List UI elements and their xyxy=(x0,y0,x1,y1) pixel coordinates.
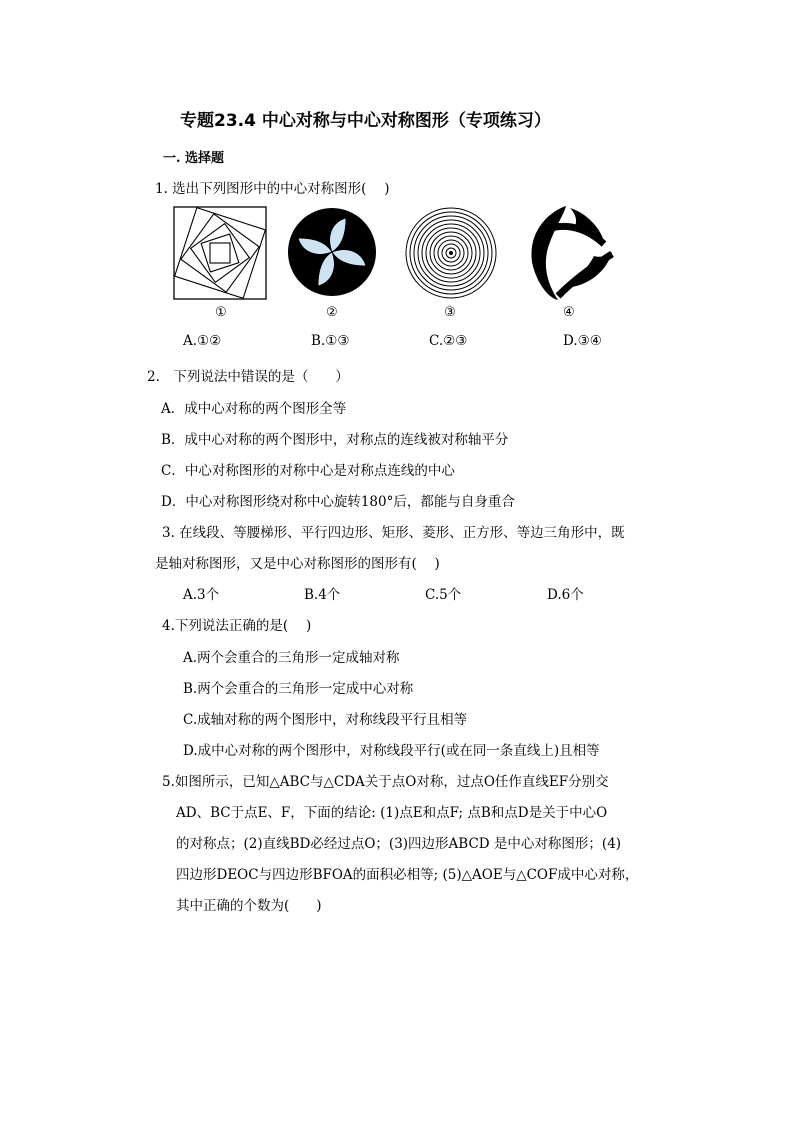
figure-3-concentric-circles xyxy=(403,205,499,301)
q3-option-d: D.6个 xyxy=(547,587,584,603)
figure-2-label: ② xyxy=(326,305,338,320)
q4-option-d: D.成中心对称的两个图形中，对称线段平行(或在同一条直线上)且相等 xyxy=(183,743,600,759)
q5-line-4: 四边形DEOC与四边形BFOA的面积必相等; (5)△AOE与△COF成中心对称， xyxy=(176,867,639,883)
q4-option-c: C.成轴对称的两个图形中，对称线段平行且相等 xyxy=(183,712,468,728)
q4-option-b: B.两个会重合的三角形一定成中心对称 xyxy=(183,681,414,697)
figure-2-leaf-circle xyxy=(286,206,378,298)
q3-stem-line1: 3. 在线段、等腰梯形、平行四边形、矩形、菱形、正方形、等边三角形中，既 xyxy=(162,525,625,541)
figure-1-rotated-squares xyxy=(172,205,268,301)
figure-4-label: ④ xyxy=(563,305,575,320)
q2-option-b: B．成中心对称的两个图形中，对称点的连线被对称轴平分 xyxy=(161,432,509,448)
q1-option-b: B.①③ xyxy=(311,333,350,349)
q1-option-c: C.②③ xyxy=(429,333,468,349)
figure-1-label: ① xyxy=(215,305,227,320)
section-heading: 一. 选择题 xyxy=(163,151,225,166)
q1-stem: 1. 选出下列图形中的中心对称图形( ) xyxy=(155,181,390,197)
q5-line-2: AD、BC于点E、F，下面的结论: (1)点E和点F; 点B和点D是关于中心O xyxy=(176,805,608,821)
q2-option-d: D．中心对称图形绕对称中心旋转180°后，都能与自身重合 xyxy=(161,494,515,510)
q2-option-c: C．中心对称图形的对称中心是对称点连线的中心 xyxy=(161,463,455,479)
q4-option-a: A.两个会重合的三角形一定成轴对称 xyxy=(183,650,400,666)
q5-line-3: 的对称点；(2)直线BD必经过点O；(3)四边形ABCD 是中心对称图形；(4) xyxy=(176,836,622,852)
q3-option-a: A.3个 xyxy=(183,587,220,603)
figure-4-triquetra xyxy=(518,202,616,302)
q2-stem: 2. 下列说法中错误的是（ ） xyxy=(147,369,349,385)
page-title: 专题23.4 中心对称与中心对称图形（专项练习） xyxy=(180,111,551,131)
figure-3-label: ③ xyxy=(444,305,456,320)
q3-option-b: B.4个 xyxy=(304,587,341,603)
q5-line-5: 其中正确的个数为( ) xyxy=(176,898,322,914)
q5-line-1: 5.如图所示，已知△ABC与△CDA关于点O对称，过点O任作直线EF分别交 xyxy=(162,774,609,790)
q3-option-c: C.5个 xyxy=(425,587,462,603)
q4-stem: 4.下列说法正确的是( ) xyxy=(162,618,312,634)
q2-option-a: A．成中心对称的两个图形全等 xyxy=(161,401,347,417)
q3-stem-line2: 是轴对称图形，又是中心对称图形的图形有( ) xyxy=(155,556,440,572)
q1-option-d: D.③④ xyxy=(563,333,602,349)
q1-option-a: A.①② xyxy=(183,333,222,349)
